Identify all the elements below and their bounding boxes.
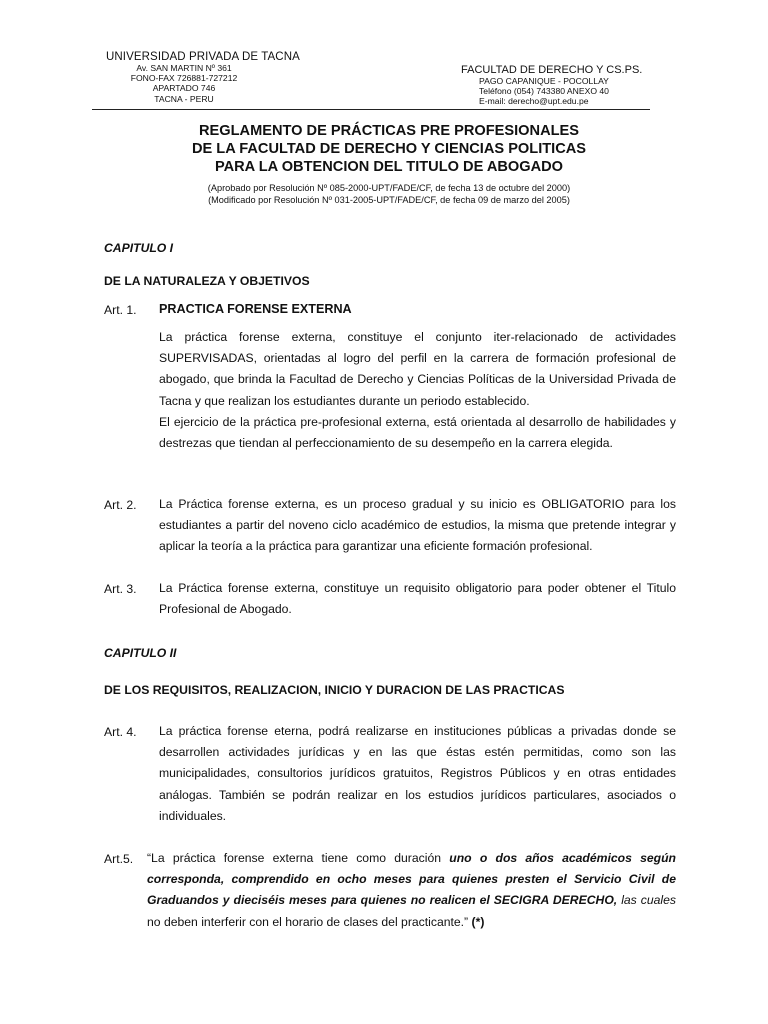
resolution-notes: [100, 183, 678, 206]
article-2-body: La Práctica forense externa, es un proceso gradual y su inicio es OBLIGATORIO para los estudiantes a partir del noveno ciclo académico de estudios, la misma que pretende integrar y aplicar la teoría a la práctica para garantizar una eficiente formación profesional.: [159, 497, 676, 554]
approval-note: (Aprobado por Resolución Nº 085-2000-UPT/FADE/CF, de fecha 13 de octubre del 2000): [207, 183, 571, 193]
chapter-2-label: CAPITULO II: [104, 646, 177, 660]
title-line: DE LA FACULTAD DE DERECHO Y CIENCIAS POLITICAS: [191, 141, 587, 157]
letterhead-left: [106, 51, 326, 104]
faculty-phone-line: Teléfono (054) 743380 ANEXO 40: [479, 86, 609, 97]
faculty-address: [461, 76, 701, 107]
article-1-title: PRACTICA FORENSE EXTERNA: [159, 302, 352, 316]
address-line: Av. SAN MARTIN Nº 361: [136, 63, 232, 73]
university-name: UNIVERSIDAD PRIVADA DE TACNA: [106, 51, 300, 63]
phone-line: FONO-FAX 726881-727212: [130, 73, 238, 84]
article-1-paragraph-2: El ejercicio de la práctica pre-profesional externa, está orientada al desarrollo de habilidades y destrezas que tiendan al perfeccionamiento de su desempeño en la carrera elegida.: [159, 414, 676, 451]
po-box-line: APARTADO 746: [152, 83, 216, 94]
title-line: REGLAMENTO DE PRÁCTICAS PRE PROFESIONALES: [198, 123, 579, 139]
article-5-text-end: no deben interferir con el horario de clases del practicante.”: [147, 914, 472, 929]
header-divider: [92, 109, 650, 110]
article-1-body: [159, 327, 676, 454]
article-5-number: Art.5.: [104, 852, 134, 866]
city-line: TACNA - PERU: [154, 93, 214, 104]
article-2-number: Art. 2.: [104, 498, 137, 512]
article-4-number: Art. 4.: [104, 725, 137, 739]
modification-note: (Modificado por Resolución Nº 031-2005-UPT/FADE/CF, de fecha 09 de marzo del 2005): [208, 194, 570, 205]
article-3-number: Art. 3.: [104, 582, 137, 596]
faculty-email-line: E-mail: derecho@upt.edu.pe: [479, 96, 589, 107]
article-1-number: Art. 1.: [104, 303, 137, 317]
chapter-1-heading: DE LA NATURALEZA Y OBJETIVOS: [104, 274, 310, 288]
faculty-name: FACULTAD DE DERECHO Y CS.PS.: [461, 64, 643, 76]
article-4-body: La práctica forense eterna, podrá realizarse en instituciones públicas a privadas donde se desarrollen actividades jurídicas y en las que éstas estén permitidas, como son las municipalidades, consultorios jurídicos gratuitos, Registros Públicos y en otras entidades análogas. También se podrán realizar en los estudios jurídicos particulares, asociados o individuales.: [159, 724, 676, 823]
article-1-paragraph-1: La práctica forense externa, constituye el conjunto iter-relacionado de actividades SUPERVISADAS, orientadas al logro del perfil en la carrera de formación profesional de abogado, que brinda la Facultad de Derecho y Ciencias Políticas de la Universidad Privada de Tacna y que realizan los estudiantes durante un periodo establecido.: [159, 330, 676, 408]
title-line: PARA LA OBTENCION DEL TITULO DE ABOGADO: [214, 159, 564, 175]
article-5-body: [147, 848, 676, 933]
article-5-text-intro: “La práctica forense externa tiene como duración: [147, 851, 450, 865]
article-3-body: La Práctica forense externa, constituye un requisito obligatorio para poder obtener el Titulo Profesional de Abogado.: [159, 581, 676, 617]
faculty-address-line: PAGO CAPANIQUE - POCOLLAY: [479, 76, 609, 86]
article-5-text-italic: las cuales: [617, 893, 676, 908]
document-title: [100, 122, 678, 176]
chapter-1-label: CAPITULO I: [104, 241, 174, 255]
article-5-text-emphasis: uno o dos años académicos según corresponda, comprendido en ocho meses para quienes presten el Servicio Civil de Graduandos y dieciséis meses para quienes no realicen el SECIGRA DERECHO,: [147, 851, 677, 908]
university-address: [98, 63, 270, 104]
article-5-footnote-mark: (*): [471, 914, 485, 929]
chapter-2-heading: DE LOS REQUISITOS, REALIZACION, INICIO Y DURACION DE LAS PRACTICAS: [104, 683, 565, 697]
letterhead-right: [461, 64, 701, 107]
